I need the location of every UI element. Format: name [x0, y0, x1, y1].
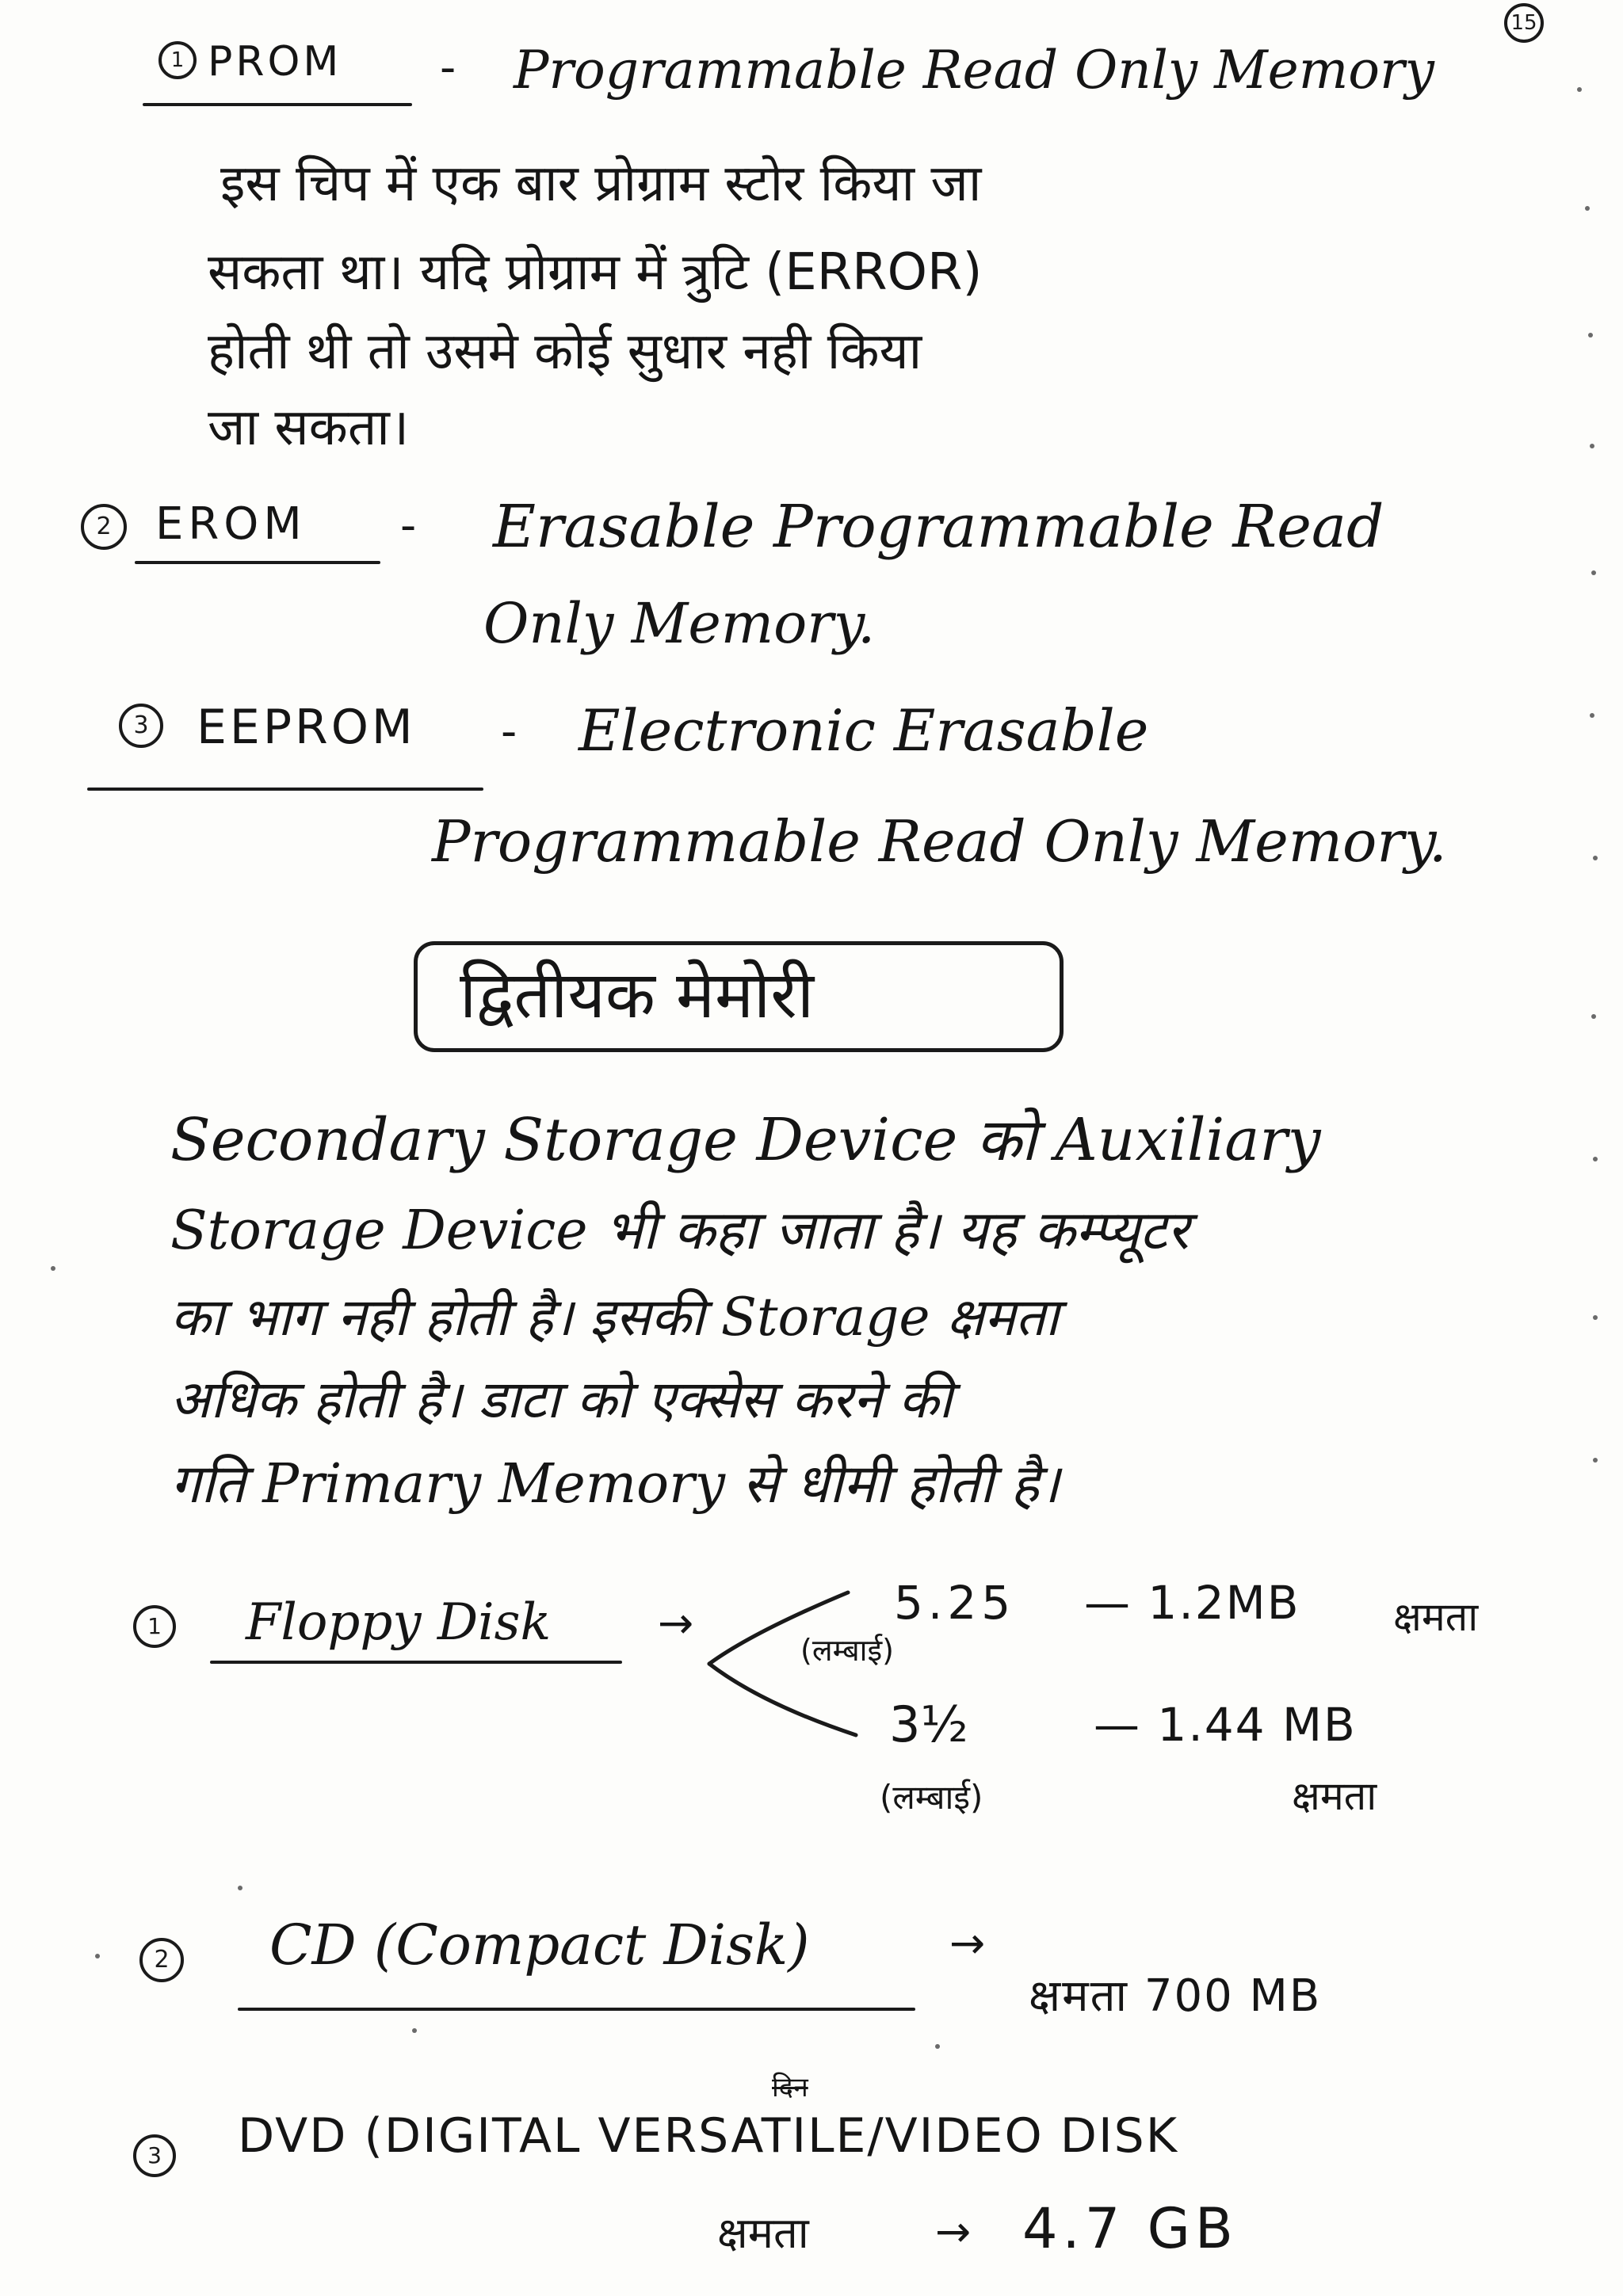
paper-speck	[95, 1954, 100, 1958]
floppy-capacity-2-word: क्षमता	[1292, 1773, 1377, 1819]
erom-number: 2	[96, 513, 112, 540]
floppy-arrow: →	[658, 1598, 694, 1648]
paper-speck	[1591, 1014, 1596, 1019]
paper-speck	[1593, 1315, 1598, 1320]
prom-desc-line-1: इस चिप में एक बार प्रोग्राम स्टोर किया जा	[220, 154, 982, 213]
floppy-number-circle	[133, 1605, 176, 1648]
dvd-capacity-word: क्षमता	[717, 2208, 809, 2258]
paper-speck	[1577, 87, 1582, 92]
cd-number: 2	[154, 1946, 170, 1974]
dvd-number: 3	[147, 2142, 162, 2168]
cd-capacity: क्षमता 700 MB	[1029, 1970, 1322, 2022]
prom-desc-line-2: सकता था। यदि प्रोग्राम में त्रुटि (ERROR)	[208, 243, 983, 302]
prom-dash: -	[440, 42, 456, 93]
erom-full-form-line-2: Only Memory.	[483, 591, 876, 656]
eeprom-underline	[87, 788, 483, 791]
dvd-arrow: →	[935, 2206, 972, 2256]
paper-speck	[1588, 333, 1593, 338]
erom-term: EROM	[155, 498, 307, 550]
paper-speck	[1593, 1458, 1598, 1463]
eeprom-number: 3	[133, 711, 149, 739]
prom-term: PROM	[208, 38, 342, 86]
floppy-underline	[210, 1661, 622, 1664]
dvd-capacity-value: 4.7 GB	[1022, 2196, 1238, 2261]
eeprom-number-circle	[119, 704, 163, 748]
eeprom-term: EEPROM	[197, 700, 416, 755]
erom-dash: -	[400, 500, 417, 551]
prom-number-circle	[158, 41, 197, 79]
paper-speck	[1593, 1157, 1598, 1161]
paper-speck	[935, 2044, 940, 2049]
page-number: 15	[1510, 11, 1537, 35]
paper-speck	[1591, 570, 1596, 575]
prom-full-form: Programmable Read Only Memory	[514, 40, 1434, 101]
paragraph-line-4: अधिक होती है। डाटा को एक्सेस करने की	[170, 1369, 953, 1430]
page-number-badge	[1504, 3, 1544, 43]
eeprom-dash: -	[501, 706, 517, 757]
cd-label: CD (Compact Disk)	[269, 1913, 810, 1978]
floppy-capacity-2: — 1.44 MB	[1094, 1698, 1357, 1752]
paragraph-line-1: Secondary Storage Device को Auxiliary	[170, 1106, 1321, 1174]
paragraph-line-2: Storage Device भी कहा जाता है। यह कम्प्यूटर	[170, 1199, 1190, 1262]
prom-underline	[143, 103, 412, 106]
dvd-label: DVD (DIGITAL VERSATILE/VIDEO DISK	[238, 2108, 1179, 2164]
cd-number-circle	[139, 1938, 184, 1982]
cd-underline	[238, 2008, 915, 2011]
prom-number: 1	[170, 48, 185, 72]
paper-speck	[1593, 856, 1598, 860]
paper-speck	[1590, 713, 1594, 718]
paragraph-line-5: गति Primary Memory से धीमी होती है।	[170, 1453, 1060, 1516]
floppy-size-1-note: (लम्बाई)	[800, 1633, 894, 1668]
prom-desc-line-3: होती थी तो उसमे कोई सुधार नही किया	[208, 322, 922, 381]
erom-underline	[135, 561, 380, 564]
floppy-label: Floppy Disk	[246, 1593, 552, 1652]
paper-speck	[1585, 206, 1590, 211]
paper-speck	[238, 1886, 242, 1890]
paper-speck	[1590, 444, 1594, 448]
eeprom-full-form-line-2: Programmable Read Only Memory.	[432, 808, 1447, 875]
cd-arrow: →	[949, 1918, 986, 1968]
dvd-number-circle	[133, 2134, 176, 2177]
floppy-size-2-note: (लम्बाई)	[880, 1778, 983, 1817]
erom-number-circle	[81, 504, 127, 550]
heading: द्वितीयक मेमोरी	[460, 958, 815, 1033]
floppy-number: 1	[147, 1613, 162, 1639]
floppy-capacity-1: — 1.2MB	[1084, 1576, 1300, 1630]
paper-speck	[412, 2028, 417, 2033]
paper-speck	[51, 1266, 55, 1271]
paragraph-line-3: का भाग नही होती है। इसकी Storage क्षमता	[170, 1287, 1059, 1348]
prom-desc-line-4: जा सकता।	[208, 399, 410, 457]
floppy-size-2: 3½	[889, 1695, 968, 1753]
erom-full-form-line-1: Erasable Programmable Read	[493, 493, 1384, 561]
floppy-capacity-1-word: क्षमता	[1393, 1594, 1479, 1640]
dvd-struck-word: दिन	[772, 2072, 808, 2103]
floppy-size-1: 5.25	[894, 1576, 1016, 1630]
eeprom-full-form-line-1: Electronic Erasable	[579, 697, 1149, 764]
